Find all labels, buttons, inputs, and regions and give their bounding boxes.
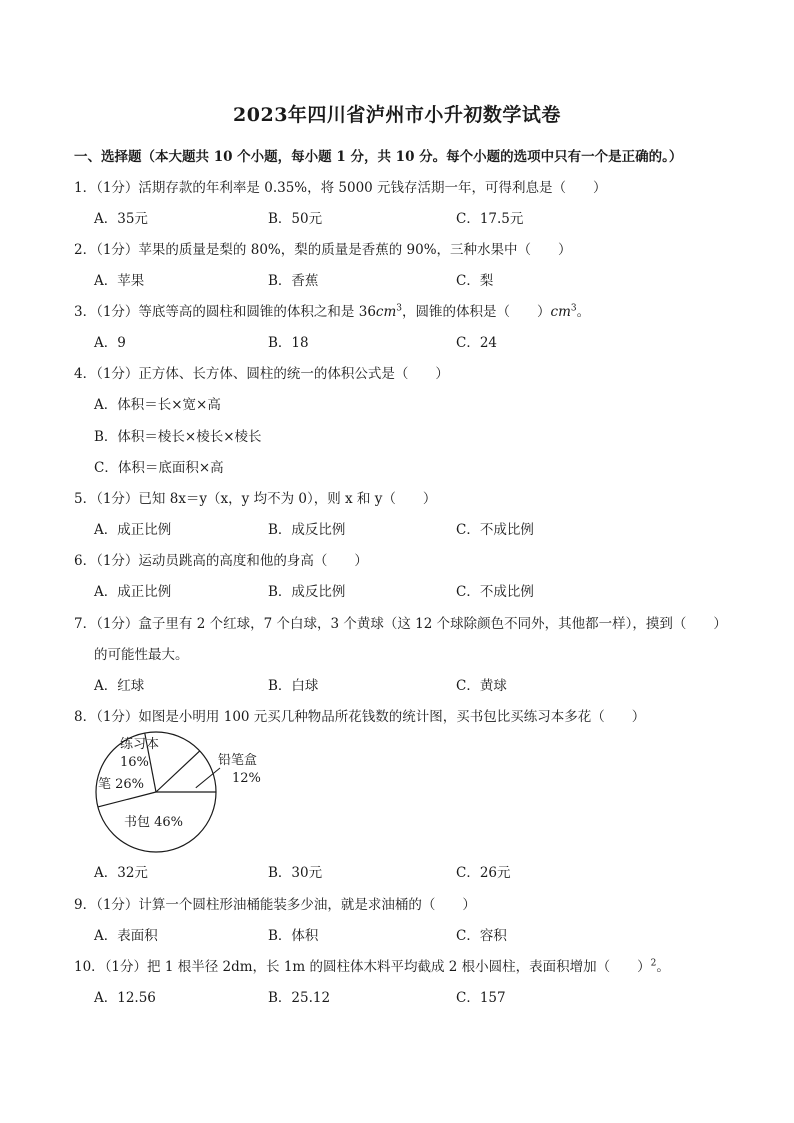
question-number: 9． (74, 897, 97, 913)
question-number: 3． (74, 304, 97, 320)
option-b: B．成反比例 (268, 522, 346, 538)
option-b: B．香蕉 (268, 273, 319, 289)
question-number: 4． (74, 366, 97, 382)
option-b: B．成反比例 (268, 584, 346, 600)
option-a: A．红球 (94, 678, 145, 694)
option-c: C．17.5元 (456, 211, 524, 227)
question-4 (74, 362, 449, 382)
question-number: 10． (74, 959, 105, 975)
pie-leader-line (196, 768, 220, 788)
pie-label-3: 书包 46% (124, 815, 184, 830)
question-1 (74, 176, 607, 196)
option-b: B．18 (268, 335, 309, 351)
option-a: A．表面积 (94, 928, 158, 944)
option-b: B．50元 (268, 211, 323, 227)
pie-label-1: 练习本 (120, 737, 160, 752)
question-text: （1分）正方体、长方体、圆柱的统一的体积公式是（ ） (96, 366, 449, 382)
pie-chart-svg (90, 726, 280, 856)
option-a: A．9 (94, 335, 126, 351)
question-8 (74, 705, 645, 725)
option-a: A．成正比例 (94, 584, 172, 600)
option-a: A．32元 (94, 865, 148, 881)
question-text: 。 (656, 959, 670, 975)
question-number: 1． (74, 180, 97, 196)
option-c: C．157 (456, 990, 506, 1006)
pie-label-2: 笔 26% (98, 777, 145, 792)
option-c: C．不成比例 (456, 522, 534, 538)
question-text: （1分）运动员跳高的高度和他的身高（ ） (96, 553, 368, 569)
question-10: 10．（1分）把 1 根半径 2dm，长 1m 的圆柱体木料平均截成 2 根小圆柱，表面积增加（ ）$^2$。 (74, 958, 670, 975)
question-number: 7． (74, 616, 97, 632)
question-text: 。 (576, 304, 591, 320)
question-number: 2． (74, 242, 97, 258)
option-c: C．梨 (456, 273, 494, 289)
option-a: A．体积＝长×宽×高 (94, 397, 221, 413)
pie-label-0: 铅笔盒 (218, 753, 258, 768)
option-c: C．体积＝底面积×高 (94, 460, 224, 476)
pie-slice-divider (156, 751, 200, 792)
question-text: （1分）已知 8x＝y（x，y 均不为 0），则 x 和 y（ ） (96, 491, 437, 507)
pie-slice-divider (98, 792, 156, 807)
option-c: C．黄球 (456, 678, 507, 694)
option-a: A．成正比例 (94, 522, 172, 538)
question-text: （1分）计算一个圆柱形油桶能装多少油，就是求油桶的（ ） (96, 897, 476, 913)
question-text: （1分）盒子里有 2 个红球，7 个白球，3 个黄球（这 12 个球除颜色不同外，其他都一样），摸到（ ） (96, 616, 727, 632)
option-c: C．不成比例 (456, 584, 534, 600)
unit: cm (550, 304, 571, 320)
unit: cm (375, 304, 397, 320)
question-text: （1分）如图是小明用 100 元买几种物品所花钱数的统计图，买书包比买练习本多花（ ） (96, 709, 646, 725)
question-5 (74, 487, 436, 507)
question-text: （1分）苹果的质量是梨的 80%，梨的质量是香蕉的 90%，三种水果中（ ） (96, 242, 572, 258)
question-text: （1分）等底等高的圆柱和圆锥的体积之和是 36 (96, 304, 376, 320)
question-text: （1分）把 1 根半径 2dm，长 1m 的圆柱体木料平均截成 2 根小圆柱，表面积增加（ ） (104, 959, 651, 975)
option-b: B．白球 (268, 678, 319, 694)
option-a: A．12.56 (94, 990, 156, 1006)
option-a: A．苹果 (94, 273, 145, 289)
pie-value-1: 16% (120, 755, 149, 770)
question-number: 5． (74, 491, 97, 507)
question-text: ，圆锥的体积是（ ） (402, 304, 551, 320)
option-c: C．26元 (456, 865, 511, 881)
option-c: C．容积 (456, 928, 507, 944)
question-number: 8． (74, 709, 97, 725)
option-b: B．25.12 (268, 990, 331, 1006)
question-2 (74, 238, 572, 258)
question-7-continuation: 的可能性最大。 (94, 647, 189, 663)
question-number: 6． (74, 553, 97, 569)
option-b: B．体积＝棱长×棱长×棱长 (94, 429, 262, 445)
question-7 (74, 612, 727, 632)
option-b: B．体积 (268, 928, 319, 944)
pie-value-0: 12% (232, 771, 261, 786)
question-text: （1分）活期存款的年利率是 0.35%，将 5000 元钱存活期一年，可得利息是（ ） (96, 180, 607, 196)
pie-chart (90, 726, 280, 856)
page-title: 2023年四川省泸州市小升初数学试卷 (233, 104, 561, 126)
option-a: A．35元 (94, 211, 148, 227)
question-9 (74, 893, 476, 913)
option-c: C．24 (456, 335, 498, 351)
option-b: B．30元 (268, 865, 323, 881)
question-3: 3．（1分）等底等高的圆柱和圆锥的体积之和是 $36cm^3$，圆锥的体积是（ ）$cm^3$。 (74, 303, 591, 320)
section-heading: 一、选择题（本大题共 10 个小题，每小题 1 分，共 10 分。每个小题的选项中只有一个是正确的。） (74, 149, 683, 165)
question-6 (74, 549, 368, 569)
